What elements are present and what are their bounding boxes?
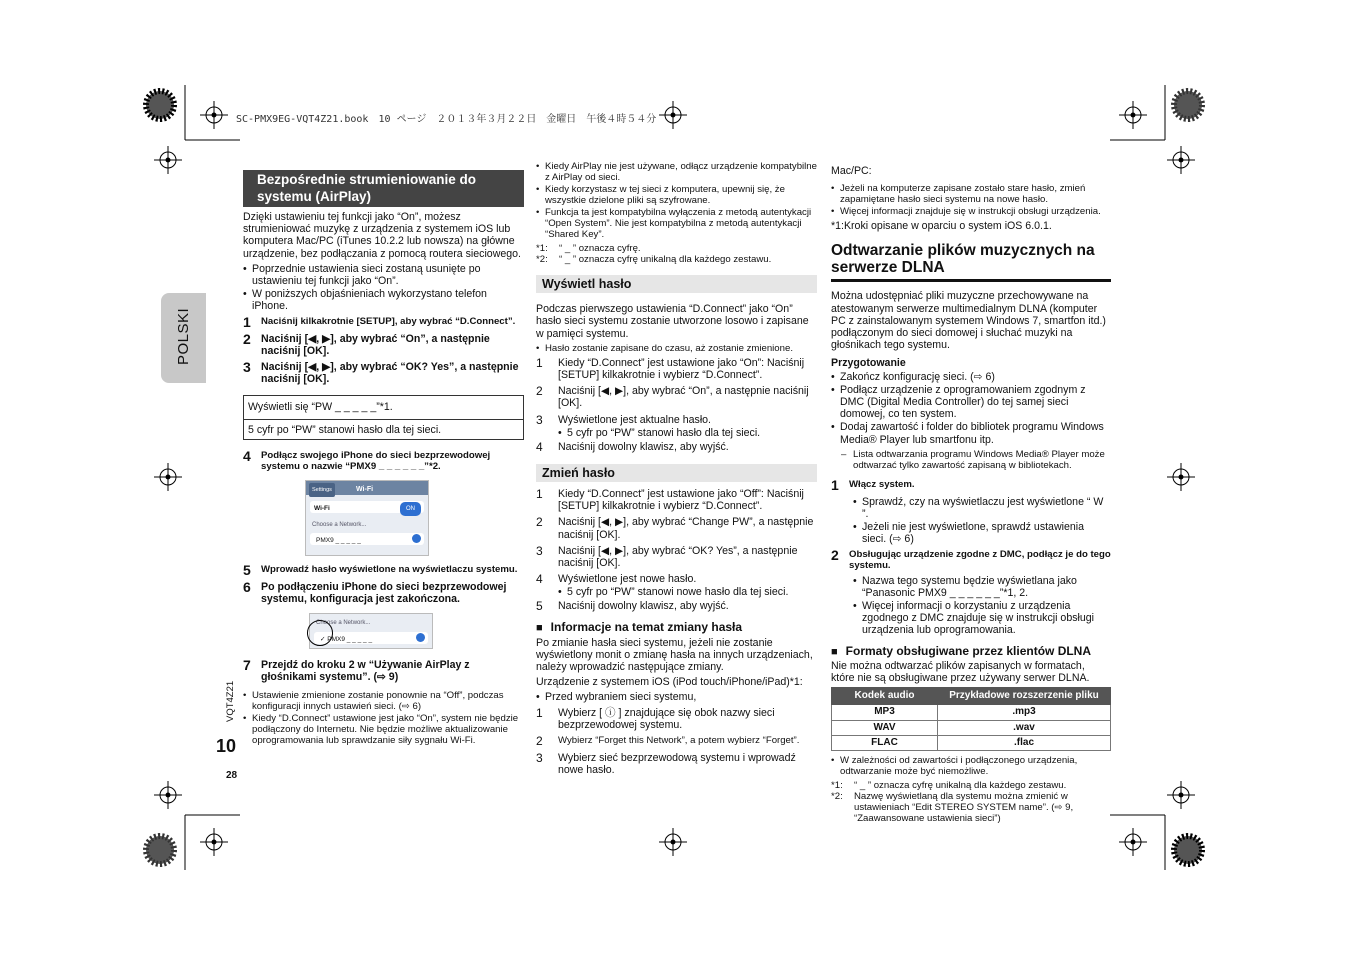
choose-network-label: Choose a Network... — [316, 620, 371, 627]
list-item: • Jeżeli na komputerze zapisane zostało stare hasło, zmień zapamiętane hasło sieci systemu na nowe hasło. — [831, 183, 1111, 205]
airplay-notes — [243, 690, 524, 746]
list-item: • Więcej informacji znajduje się w instrukcji obsługi urządzenia. — [831, 206, 1111, 217]
list-item: • Kiedy “D.Connect” ustawione jest jako “On”, system nie będzie podłączony do Internetu. Nie będzie możliwe aktualizowanie oprogramowania lub sprawdzanie siły sygnału Wi-Fi. — [243, 713, 524, 746]
footnote-2: *2: “ _ ” oznacza cyfrę unikalną dla każdego zestawu. — [536, 254, 772, 265]
list-item: • Hasło zostanie zapisane do czasu, aż zostanie zmienione. — [536, 343, 817, 354]
show-step-2: 2 Naciśnij [◀, ▶], aby wybrać “On”, a następnie naciśnij [OK]. — [536, 384, 809, 410]
show-password-intro: Podczas pierwszego ustawienia “D.Connect” jako “On” hasło sieci systemu zostanie utworzone losowo i zapisane w pamięci systemu. — [536, 303, 809, 340]
info-icon — [416, 633, 425, 642]
step-3: 3 Naciśnij [◀, ▶], aby wybrać “OK? Yes”, a następnie naciśnij [OK]. — [243, 359, 519, 386]
ios-step-1: 1 Wybierz [ ⓘ ] znajdujące się obok nazwy sieci bezprzewodowej systemu. — [536, 705, 775, 731]
choose-network-label: Choose a Network... — [312, 521, 367, 528]
table-header-row — [832, 688, 1111, 705]
change-step-4-sub — [558, 586, 817, 598]
step-5: 5 Wprowadź hasło wyświetlone na wyświetlaczu systemu. — [243, 561, 518, 578]
list-item: • Dodaj zawartość i folder do bibliotek programu Windows Media® Player lub smartfonu itp. — [831, 421, 1111, 445]
dlna-step-2: 2 Obsługując urządzenie zgodne z DMC, podłącz je do tego systemu. — [831, 546, 1111, 571]
show-step-4: 4 Naciśnij dowolny klawisz, aby wyjść. — [536, 439, 729, 454]
password-display-line: Wyświetli się “PW _ _ _ _ _”*1. — [248, 401, 393, 414]
wifi-screen-title: Wi-Fi — [356, 485, 374, 493]
connected-network: ✓ PMX9 _ _ _ _ _ — [320, 636, 373, 644]
list-item: • Podłącz urządzenie z oprogramowaniem zgodnym z DMC (Digital Media Controller) do tej samej sieci domowej, co ten system. — [831, 384, 1111, 421]
table-row: MP3 .mp3 — [832, 705, 1111, 720]
heading-dlna-formats: ■ Formaty obsługiwane przez klientów DLNA — [831, 645, 1111, 658]
preparation-sub-note: – Lista odtwarzania programu Windows Media® Player może odtwarzać tylko zawartość zapisaną w bibliotekach. — [841, 448, 1105, 471]
show-password-note — [536, 343, 817, 354]
list-item: • Kiedy korzystasz w tej sieci z komputera, upewnij się, że wszystkie dzielone pliki są szyfrowane. — [536, 184, 817, 206]
network-name: PMX9 _ _ _ _ _ — [316, 537, 361, 545]
password-box — [243, 395, 524, 439]
settings-back-button: Settings — [309, 483, 335, 497]
iphone-connected-screenshot — [309, 613, 433, 649]
page-number-small: 28 — [226, 770, 238, 781]
dlna-step-2-bullets — [853, 575, 1111, 637]
change-step-3: 3 Naciśnij [◀, ▶], aby wybrać “OK? Yes”, a następnie naciśnij [OK]. — [536, 543, 798, 570]
list-item: • W zależności od zawartości i podłączonego urządzenia, odtwarzanie może być niemożliwe. — [831, 755, 1111, 777]
list-item: • Sprawdź, czy na wyświetlaczu jest wyświetlone “ W ”. — [853, 496, 1111, 520]
dlna-step-1: 1 Włącz system. — [831, 476, 915, 493]
footnote-1: *1: “ _ ” oznacza cyfrę unikalną dla każdego zestawu. — [831, 780, 1067, 792]
list-item: • Jeżeli nie jest wyświetlone, sprawdź ustawienia sieci. (⇨ 6) — [853, 521, 1111, 545]
list-item: • Poprzednie ustawienia sieci zostaną usunięte po ustawieniu tej funkcji jako “On”. — [243, 263, 524, 287]
step-2: 2 Naciśnij [◀, ▶], aby wybrać “On”, a następnie naciśnij [OK]. — [243, 330, 490, 357]
list-item: • Nazwa tego systemu będzie wyświetlana jako “Panasonic PMX9 _ _ _ _ _ _”*1, 2. — [853, 575, 1111, 599]
ios-step-2: 2 Wybierz “Forget this Network”, a potem wybierz “Forget”. — [536, 734, 800, 749]
footnote-1: *1: “ _ ” oznacza cyfrę. — [536, 243, 641, 254]
table-header: Kodek audio — [832, 688, 938, 705]
list-item: • Kiedy AirPlay nie jest używane, odłącz urządzenie kompatybilne z AirPlay od sieci. — [536, 161, 817, 183]
heading-show-password: Wyświetl hasło — [536, 275, 817, 293]
list-item: • 5 cyfr po “PW” stanowi nowe hasło dla tej sieci. — [558, 586, 817, 598]
airplay-bullets — [243, 263, 524, 313]
change-step-4: 4 Wyświetlone jest nowe hasło. — [536, 572, 697, 587]
dlna-step-1-bullets — [853, 496, 1111, 546]
airplay-intro: Dzięki ustawieniu tej funkcji jako “On”, możesz strumieniować muzykę z urządzenia z systemem iOS lub komputera Mac/PC (iTunes 10.2.2 lub nowsza) na główne urządzenie, bez podłączania z pomocą routera sieciowego. — [243, 211, 521, 260]
ios-device-label: Urządzenie z systemem iOS (iPod touch/iPhone/iPad)*1: — [536, 676, 803, 689]
mac-pc-label: Mac/PC: — [831, 165, 872, 177]
preparation-list — [831, 371, 1111, 446]
column-1 — [243, 170, 524, 749]
password-change-info-text: Po zmianie hasła sieci systemu, jeżeli nie zostanie wyświetlony monit o zmianę hasła na innych urządzeniach, należy wprowadzić następujące zmiany. — [536, 636, 813, 674]
step-6: 6 Po podłączeniu iPhone do sieci bezprzewodowej systemu, konfiguracja jest zakończona. — [243, 578, 507, 606]
table-header: Przykładowe rozszerzenie pliku — [938, 688, 1111, 705]
show-step-3: 3 Wyświetlone jest aktualne hasło. — [536, 412, 712, 427]
heading-change-password: Zmień hasło — [536, 464, 817, 482]
footnote-2: *2: Nazwę wyświetlaną dla systemu można zmienić w ustawieniach “Edit STEREO SYSTEM name”. (⇨ 9, “Zaawansowane ustawienia sieci”) — [831, 791, 1074, 825]
list-item: • W poniższych objaśnieniach wykorzystano telefon iPhone. — [243, 288, 524, 312]
show-step-3-sub — [558, 427, 817, 439]
list-item: • Funkcja ta jest kompatybilna wyłączenia z metodą autentykacji “Open System”. Nie jest kompatybilna z metodą autentykacji “Shared Key”. — [536, 207, 817, 240]
change-step-1: 1 Kiedy “D.Connect” jest ustawione jako “Off”: Naciśnij [SETUP] kilkakrotnie i wybierz “D.Connect”. — [536, 487, 804, 513]
info-icon — [412, 534, 421, 543]
list-item: • Zakończ konfigurację sieci. (⇨ 6) — [831, 371, 1111, 383]
doc-code: VQT4Z21 — [225, 680, 236, 722]
table-row: WAV .wav — [832, 720, 1111, 735]
page-number: 10 — [216, 736, 237, 756]
dlna-intro: Można udostępniać pliki muzyczne przechowywane na atestowanym serwerze multimedialnym DLNA (komputer PC z zainstalowanym systemem Windows 7, smartfon itd.) podłączonym do sieci domowej i słuchać muzyki na głośnikach tego systemu. — [831, 290, 1106, 352]
heading-password-change-info: ■ Informacje na temat zmiany hasła — [536, 621, 817, 634]
formats-note — [831, 755, 1111, 777]
step-7: 7 Przejdź do kroku 2 w “Używanie AirPlay z głośnikami systemu”. (⇨ 9) — [243, 657, 470, 684]
print-header: SC-PMX9EG-VQT4Z21.book 10 ページ ２０１３年３月２２日 金曜日 午後４時５４分 — [236, 114, 657, 125]
change-step-5: 5 Naciśnij dowolny klawisz, aby wyjść. — [536, 599, 729, 614]
dlna-formats-text: Nie można odtwarzać plików zapisanych w formatach, które nie są obsługiwane przez używany serwer DLNA. — [831, 659, 1090, 685]
list-item: • Więcej informacji o korzystaniu z urządzenia zgodnego z DMC znajduje się w instrukcji obsługi urządzenia lub oprogramowania. — [853, 600, 1111, 637]
show-step-1: 1 Kiedy “D.Connect” jest ustawione jako “On”: Naciśnij [SETUP] kilkakrotnie i wybierz “D.Connect”. — [536, 355, 805, 382]
preparation-label: Przygotowanie — [831, 357, 906, 370]
change-step-2: 2 Naciśnij [◀, ▶], aby wybrać “Change PW”, a następnie naciśnij [OK]. — [536, 515, 814, 541]
list-item: • Przed wybraniem sieci systemu, — [536, 691, 817, 703]
wifi-toggle: ON — [400, 502, 421, 516]
formats-table — [831, 687, 1111, 751]
mac-footnote: *1:Kroki opisane w oparciu o system iOS 6.0.1. — [831, 220, 1052, 233]
table-row: FLAC .flac — [832, 735, 1111, 750]
list-item: • Ustawienie zmienione zostanie ponownie na “Off”, podczas konfiguracji innych ustawień sieci. (⇨ 6) — [243, 690, 524, 712]
ios-step-3: 3 Wybierz sieć bezprzewodową systemu i wprowadź nowe hasło. — [536, 751, 796, 777]
language-tab: POLSKI — [161, 293, 206, 383]
airplay-more-bullets — [536, 161, 817, 240]
column-2 — [536, 161, 817, 780]
iphone-wifi-screenshot — [305, 480, 429, 556]
password-note: 5 cyfr po “PW” stanowi hasło dla tej sieci. — [244, 419, 523, 436]
list-item: • 5 cyfr po “PW” stanowi hasło dla tej sieci. — [558, 427, 817, 439]
section-title-airplay: Bezpośrednie strumieniowanie do systemu (AirPlay) — [243, 170, 524, 207]
step-4: 4 Podłącz swojego iPhone do sieci bezprzewodowej systemu o nazwie “PMX9 _ _ _ _ _ _”*2. — [243, 447, 491, 472]
section-title-dlna: Odtwarzanie plików muzycznych na serwerze DLNA — [831, 242, 1111, 282]
mac-pc-bullets — [831, 183, 1111, 217]
step-1: 1 Naciśnij kilkakrotnie [SETUP], aby wybrać “D.Connect”. — [243, 313, 516, 330]
ios-bullets — [536, 691, 817, 703]
wifi-label: Wi-Fi — [314, 504, 330, 512]
column-3 — [831, 165, 1111, 824]
